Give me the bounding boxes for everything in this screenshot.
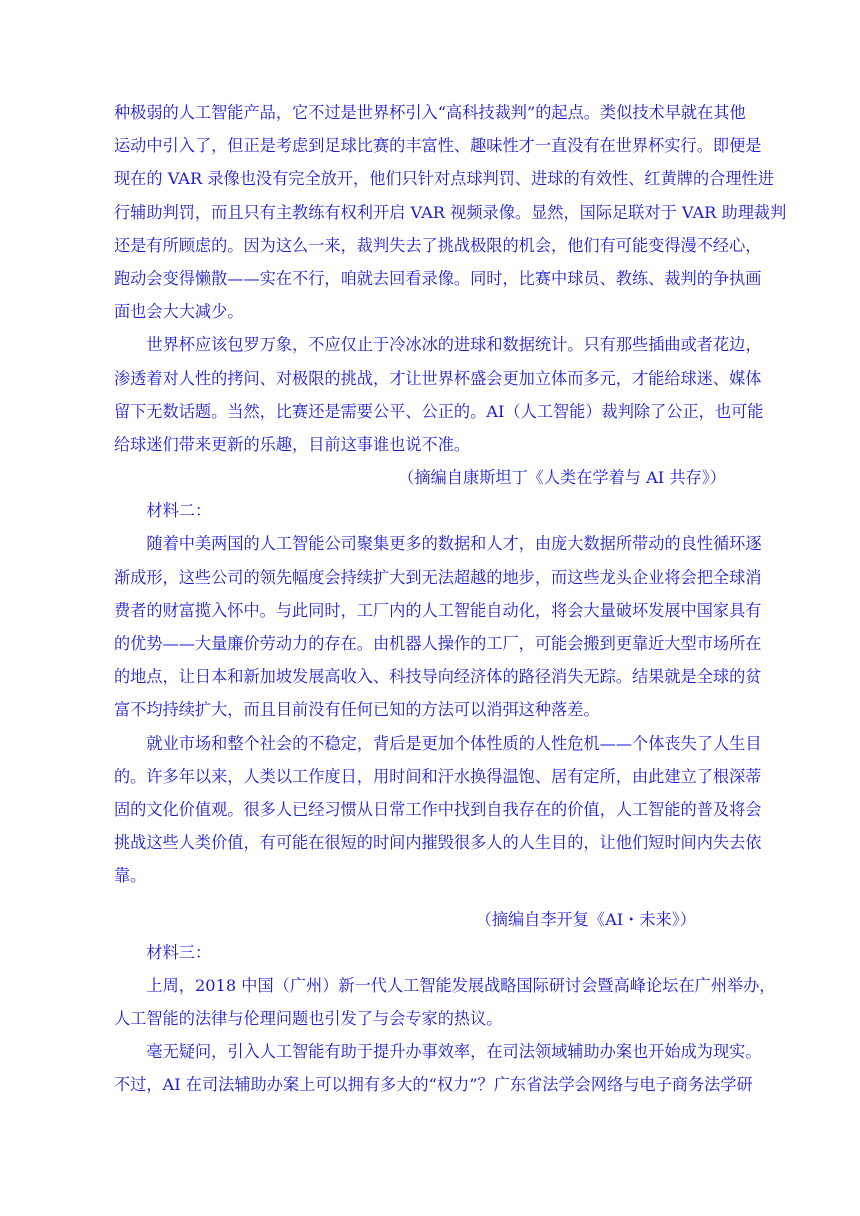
text-line: 的优势——大量廉价劳动力的存在。由机器人操作的工厂，可能会搬到更靠近大型市场所在	[114, 634, 762, 653]
text-line: 随着中美两国的人工智能公司聚集更多的数据和人才，由庞大数据所带动的良性循环逐	[146, 534, 762, 554]
text-line: 的地点，让日本和新加坡发展高收入、科技导向经济体的路径消失无踪。结果就是全球的贫	[114, 667, 762, 687]
text-line: 挑战这些人类价值，有可能在很短的时间内摧毁很多人的人生目的，让他们短时间内失去依	[114, 833, 762, 853]
text-line: 渐成形，这些公司的领先幅度会持续扩大到无法超越的地步，而这些龙头企业将会把全球消	[114, 567, 762, 587]
paragraph	[114, 527, 762, 726]
text-line: 不过，AI 在司法辅助办案上可以拥有多大的“权力”？广东省法学会网络与电子商务法学研	[114, 1075, 753, 1095]
spacer	[114, 893, 750, 903]
text-line: 种极弱的人工智能产品，它不过是世界杯引入“高科技裁判”的起点。类似技术早就在其他	[114, 103, 746, 122]
text-line: 现在的 VAR 录像也没有完全放开，他们只针对点球判罚、进球的有效性、红黄牌的合理性进	[114, 169, 774, 189]
source-citation: （摘编自李开复《AI・未来》）	[475, 909, 696, 929]
text-line: 富不均持续扩大，而且目前没有任何已知的方法可以消弭这种落差。	[114, 700, 600, 720]
source-citation: （摘编自康斯坦丁《人类在学着与 AI 共存》）	[398, 468, 726, 488]
text-line: 渗透着对人性的拷问、对极限的挑战，才让世界杯盛会更加立体而多元，才能给球迷、媒体	[114, 368, 762, 388]
text-line: 给球迷们带来更新的乐趣，目前这事谁也说不准。	[114, 434, 471, 454]
text-line: 靠。	[114, 866, 147, 886]
text-line: 上周，2018 中国（广州）新一代人工智能发展战略国际研讨会暨高峰论坛在广州举办，	[146, 975, 776, 995]
section-label: 材料三：	[146, 942, 212, 962]
text-line: 毫无疑问，引入人工智能有助于提升办事效率，在司法领域辅助办案也开始成为现实。	[146, 1042, 762, 1062]
text-line: 行辅助判罚，而且只有主教练有权利开启 VAR 视频录像。显然，国际足联对于 VAR 助理裁判	[114, 202, 787, 222]
paragraph	[114, 727, 762, 893]
paragraph	[114, 328, 764, 461]
text-line: 的。许多年以来，人类以工作度日，用时间和汗水换得温饱、居有定所，由此建立了根深蒂	[114, 766, 762, 786]
text-line: 跑动会变得懒散——实在不行，咱就去回看录像。同时，比赛中球员、教练、裁判的争执画	[114, 268, 762, 288]
text-line: 费者的财富揽入怀中。与此同时，工厂内的人工智能自动化，将会大量破坏发展中国家具有	[114, 600, 762, 620]
text-line: 人工智能的法律与伦理问题也引发了与会专家的热议。	[114, 1009, 503, 1029]
text-line: 面也会大大减少。	[114, 302, 244, 322]
text-line: 就业市场和整个社会的不稳定，背后是更加个体性质的人性危机——个体丧失了人生目	[146, 733, 762, 753]
paragraph	[114, 969, 776, 1035]
text-line: 留下无数话题。当然，比赛还是需要公平、公正的。AI（人工智能）裁判除了公正，也可能	[114, 401, 764, 421]
text-line: 世界杯应该包罗万象，不应仅止于冷冰冰的进球和数据统计。只有那些插曲或者花边，	[146, 335, 762, 355]
section-label: 材料二：	[146, 501, 212, 521]
text-line: 固的文化价值观。很多人已经习惯从日常工作中找到自我存在的价值，人工智能的普及将会	[114, 799, 762, 819]
text-line: 运动中引入了，但正是考虑到足球比赛的丰富性、趣味性才一直没有在世界杯实行。即便是	[114, 136, 762, 156]
paragraph	[114, 1035, 762, 1101]
text-line: 还是有所顾虑的。因为这么一来，裁判失去了挑战极限的机会，他们有可能变得漫不经心，	[114, 235, 762, 255]
paragraph	[114, 96, 787, 328]
